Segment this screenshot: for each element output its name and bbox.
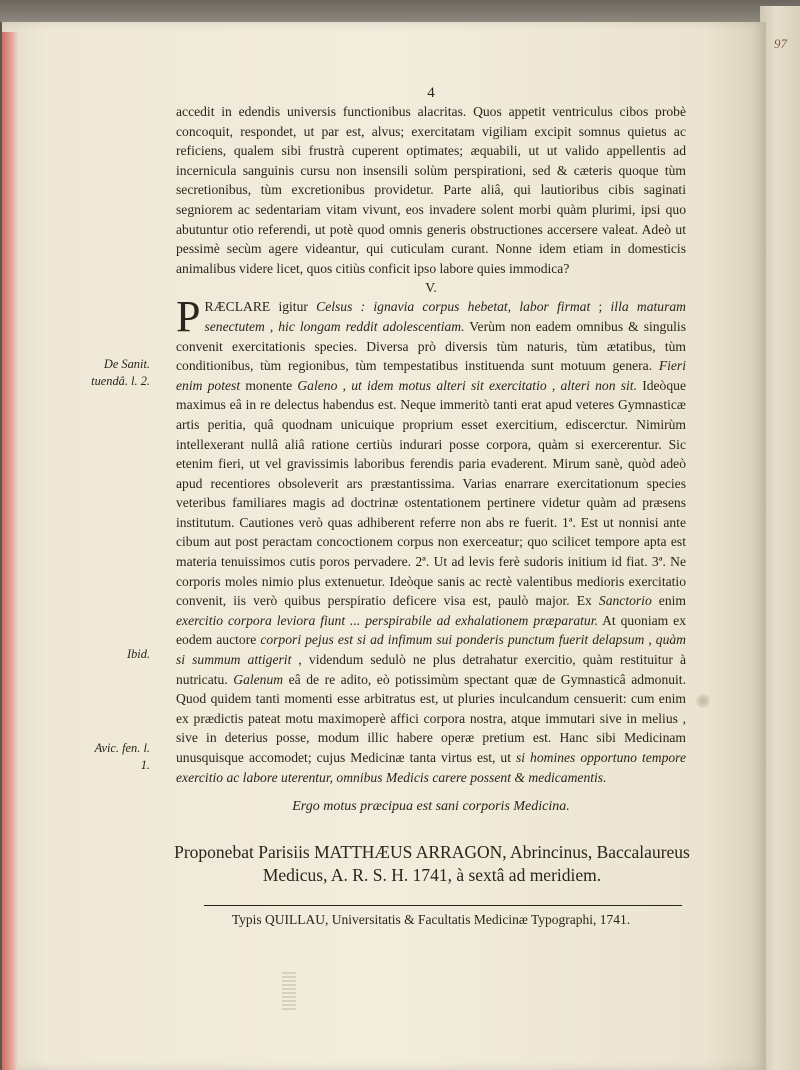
paragraph-segment: Galeno — [297, 377, 338, 393]
footer-rule — [204, 905, 682, 906]
paper-stain — [696, 694, 710, 708]
drop-cap: P — [176, 292, 201, 342]
section-number: V. — [425, 280, 437, 296]
paragraph-segment: si homines opportuno tempore exercitio ac labore uterentur, omnibus Medicis carere possent & medicamentis. — [176, 750, 686, 785]
paragraph-praeclare — [176, 292, 687, 787]
margin-note-avic: Avic. fen. l. 1. — [94, 741, 150, 772]
paragraph-segment: At quoniam ex eodem auctore — [176, 612, 686, 648]
document-page — [2, 22, 766, 1070]
paragraph-segment: illa maturam senectutem , hic longam reddit adolescentiam. — [204, 299, 686, 334]
paragraph-segment: ut idem motus alteri sit exercitatio , alteri non sit. — [351, 377, 637, 393]
margin-note-ibid: Ibid. — [126, 647, 150, 661]
paragraph-segment: Verùm non eadem omnibus & singulis convenit exercitationis species. Diversa prò diversis tùm naturis, tùm ætatibus, tùm conditionibus, tùm regionibus, tùm tempestatibus instituenda sunt motuum genera. — [176, 318, 686, 374]
paragraph-segment: Fieri enim potest — [176, 358, 686, 393]
page-number: 4 — [427, 85, 435, 101]
paragraph-segment: Celsus : ignavia corpus hebetat, labor firmat — [316, 299, 591, 315]
paragraph-segment: RÆCLARE igitur — [204, 299, 317, 315]
paragraph-segment: monente — [240, 377, 298, 393]
paragraph-segment: ; — [590, 299, 611, 315]
paragraph-continuation: accedit in edendis universis functionibus alacritas. Quos appetit ventriculus cibos probè concoquit, respondet, ut par est, alvus; exercitatam vigiliam excipit somnus quietus ac reficiens, qualem sibi frustrà cuperent optimates; æquabili, ut ut valido appellentis ad incernicula sanguinis cursu non insensili solùm perspirationi, sed & cæteris quoque tùm secretionibus, tùm excretionibus providetur. Parte aliâ, qui lautioribus cibis saginati segniorem ac sedentariam vitam vivunt, eos invadere solent morbi quàm plurimi, ipsi quo abutuntur otio referendi, ut potè quod omnis generis obstructiones accersere valeat. Adeò ut pessimè secùm agere videantur, qui cuticulam curant. Nonne idem etiam in domesticis animalibus videre licet, quos citiùs conficit ipso labore quies immodica? — [176, 104, 686, 276]
proponebat-line: Proponebat Parisiis MATTHÆUS ARRAGON, Abrincinus, Baccalaureus Medicus, A. R. S. H. 1741, à sextâ ad meridiem. — [174, 841, 690, 885]
printer-imprint: Typis QUILLAU, Universitatis & Facultatis Medicinæ Typographi, 1741. — [231, 911, 631, 927]
paragraph-segment: eâ de re adito, eò potissimùm spectant quæ de Gymnasticâ admonuit. Quod quidem tanti momenti esse arbitratus est, ut pluries inculcandum censuerit: cum enim ex prædictis pateat motu maximoperè affici corpora nostra, atque immutari sive in melius , sive in deterius posse, modum illic habere operæ pretium est. Hanc sibi Medicinam unusquisque accomodet; cujus Medicinæ tanta virtus est, ut — [176, 671, 686, 765]
red-page-edge — [2, 32, 18, 1070]
paragraph-segment: Ideòque maximus eâ in re delectus habendus est. Neque immeritò tanti erat apud veteres Gymnasticæ artis peritia, quâ quodnam unicuique proprium esset exercitium, ediscerctur. Nimirùm intellexerant nullâ aliâ ratione certiùs indurari posse corpora, quàm si exercerentur. Sic etenim fieri, ut vel gravissimis laboribus ferendis paria evaderent. Mirum sanè, quòd adeò apud recentiores obsoleverit ars præstantissima. Varias enarrare exercitationum species veteribus familiares magis ad doctrinæ ostentationem pertinere videtur quàm ad præsens institutum. Cautiones verò quas adhiberent referre non abs re fuerit. 1ª. Est ut nonnisi ante cibum aut post peractam concoctionem corpus non exerceatur; quo scilicet tempore apta est materia tenuissimos cutis poros pervadere. 2ª. Ut ad levis ferè sudoris initium id fiat. 3ª. Ne corporis moles nimio plus extenuetur. Ideòque sanis ac rectè valentibus medioris exercitatio convenit, iis verò quibus perspiratio deficere visa est, paulò major. Ex — [176, 377, 686, 609]
desk-background — [0, 0, 800, 22]
facing-page-mark: 97 — [774, 36, 787, 51]
facing-page-edge — [760, 6, 800, 1070]
paragraph-segment: Sanctorio — [598, 593, 652, 609]
paragraph-segment: , videndum sedulò ne plus detrahatur exercitio, quàm restituitur à nutricatu. — [176, 652, 687, 687]
main-text-column — [174, 85, 690, 929]
paragraph-segment: exercitio corpora leviora fiunt ... perspirabile ad exhalationem præparatur. — [176, 612, 598, 628]
paper-smudge — [282, 972, 296, 1012]
conclusion-thesis: Ergo motus præcipua est sani corporis Medicina. — [292, 799, 570, 815]
paragraph-segment: corpori pejus est si ad infimum sui ponderis punctum fuerit delapsum , quàm si summum attigerit — [176, 632, 686, 668]
paragraph-segment: enim — [651, 593, 686, 609]
margin-note-de-sanit: De Sanit. tuendâ. l. 2. — [91, 357, 150, 388]
paragraph-segment: , — [337, 377, 352, 393]
paragraph-segment: Galenum — [233, 671, 284, 687]
